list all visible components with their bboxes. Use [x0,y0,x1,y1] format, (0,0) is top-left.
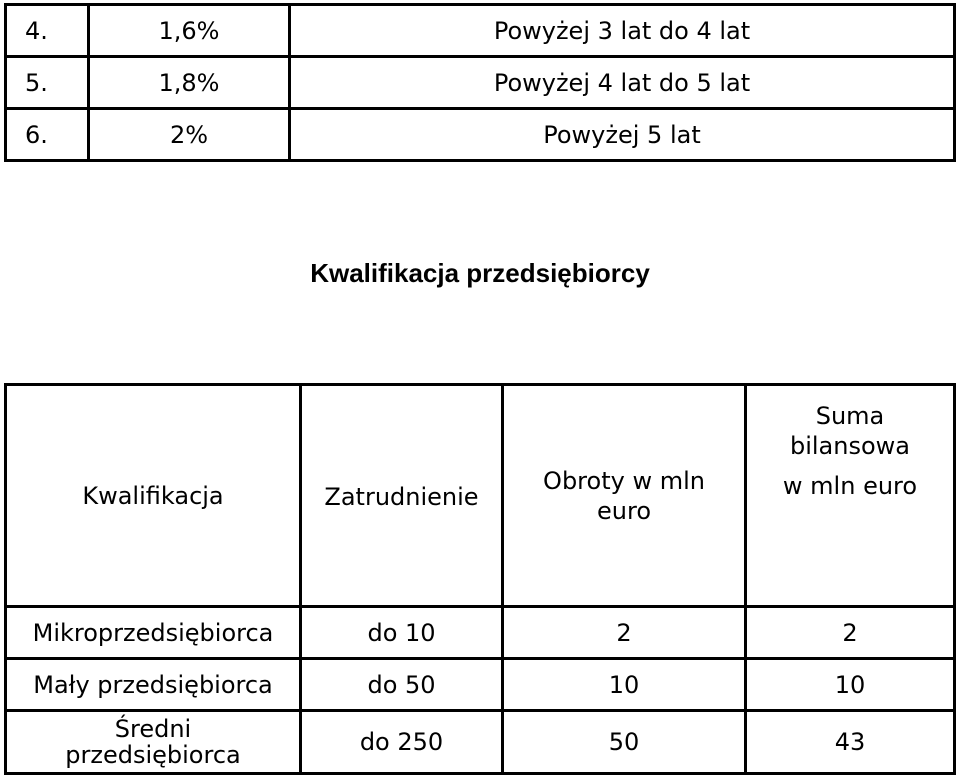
cell-qualification: Mały przedsiębiorca [6,659,301,711]
table-row [6,659,955,711]
cell-qualification-line1: Średni [114,715,192,743]
row-number: 5. [6,57,89,109]
table-row [6,607,955,659]
rate-value: 1,6% [89,5,290,57]
header-turnover-line2: euro [597,496,651,525]
header-turnover-line1: Obroty w mln [543,466,705,495]
rates-table [4,3,956,162]
cell-qualification [6,711,301,774]
table-row [6,5,955,57]
cell-employment: do 10 [301,607,503,659]
period-value: Powyżej 5 lat [290,109,955,161]
cell-qualification-line2: przedsiębiorca [65,741,241,769]
header-balance-line2: bilansowa [789,432,910,460]
cell-employment: do 50 [301,659,503,711]
table-header-row [6,385,955,607]
table-row [6,109,955,161]
cell-turnover: 2 [503,607,746,659]
rate-value: 1,8% [89,57,290,109]
row-number: 4. [6,5,89,57]
period-value: Powyżej 3 lat do 4 lat [290,5,955,57]
rate-value: 2% [89,109,290,161]
cell-turnover: 50 [503,711,746,774]
row-number: 6. [6,109,89,161]
header-qualification: Kwalifikacja [6,385,301,607]
header-balance-line3: w mln euro [782,472,918,500]
header-employment-label: Zatrudnienie [324,482,479,511]
header-balance-line1: Suma [815,402,885,430]
qualification-table [4,383,956,775]
table-row [6,57,955,109]
header-employment [301,385,503,607]
cell-balance: 10 [746,659,955,711]
period-value: Powyżej 4 lat do 5 lat [290,57,955,109]
cell-employment: do 250 [301,711,503,774]
header-balance [746,385,955,607]
cell-turnover: 10 [503,659,746,711]
cell-balance: 43 [746,711,955,774]
header-turnover [503,385,746,607]
cell-balance: 2 [746,607,955,659]
table-row [6,711,955,774]
section-heading: Kwalifikacja przedsiębiorcy [310,258,650,288]
cell-qualification: Mikroprzedsiębiorca [6,607,301,659]
